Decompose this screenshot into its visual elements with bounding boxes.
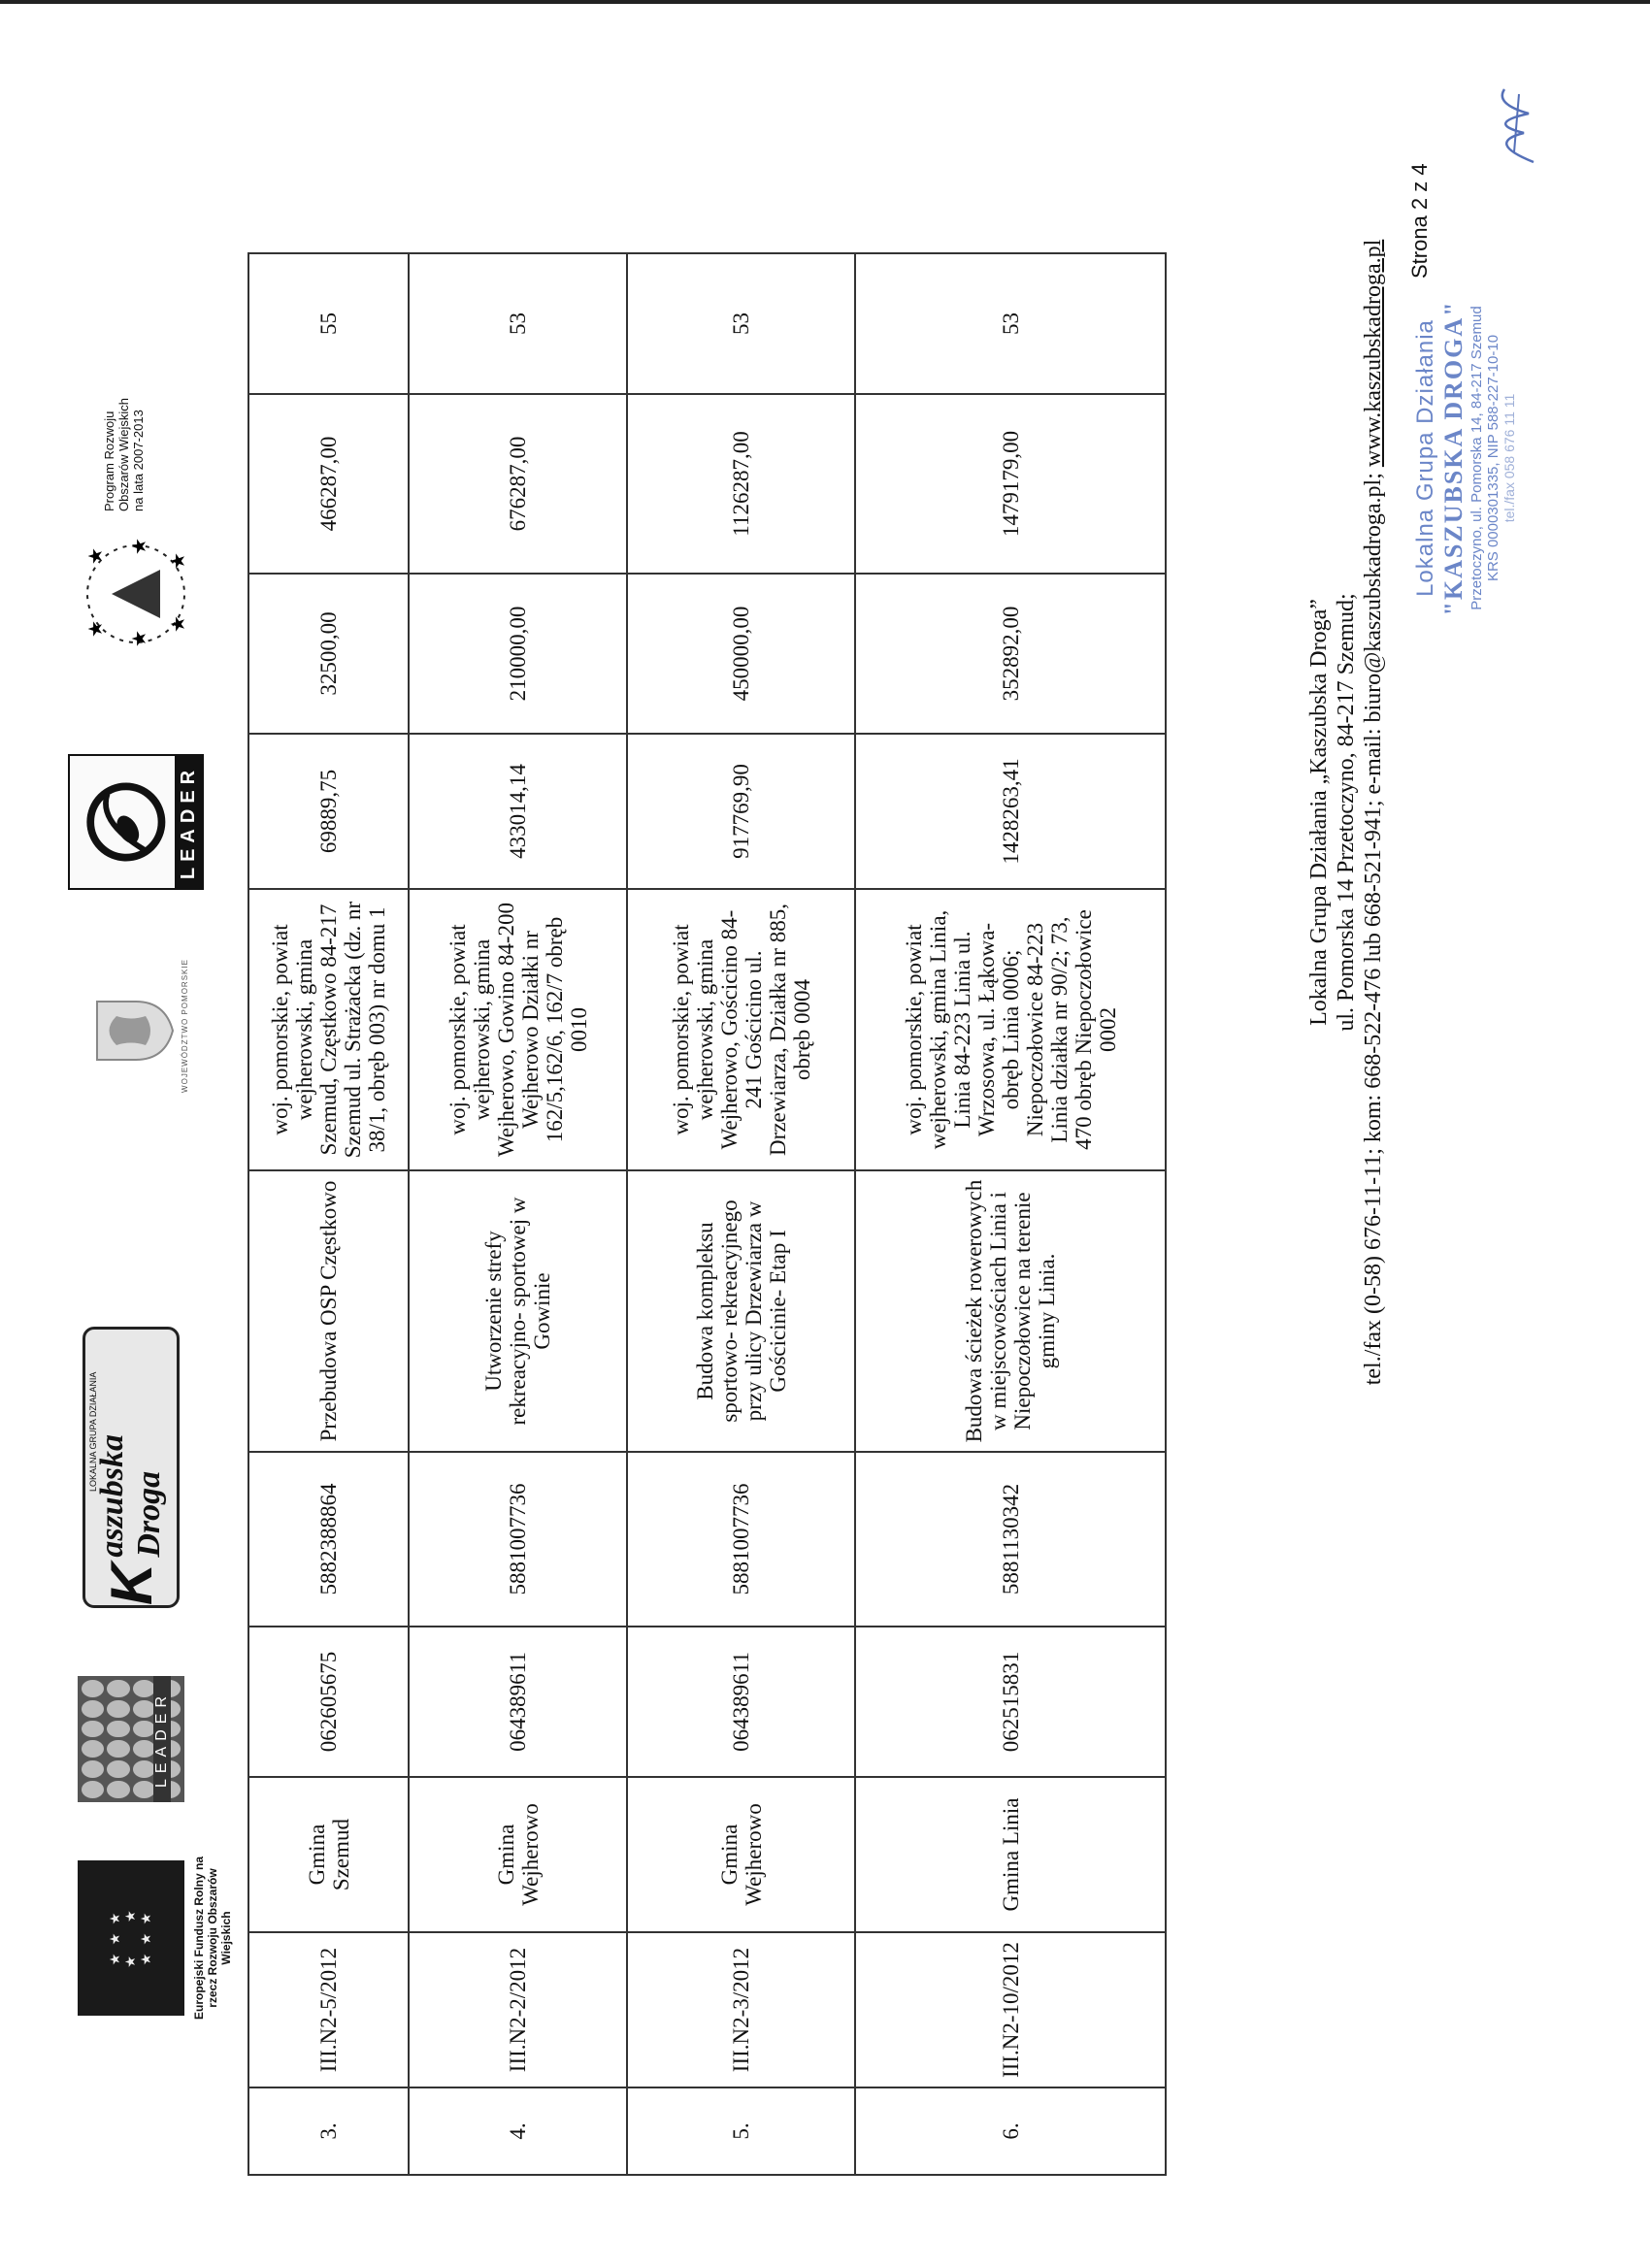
prow-caption: Program Rozwoju Obszarów Wiejskich na lata 2007-2013 <box>102 397 146 511</box>
kd-logo-small-text: LOKALNA GRUPA DZIAŁANIA <box>88 1371 98 1492</box>
leader-logo <box>68 754 204 890</box>
leader-box-icon <box>68 754 204 890</box>
cell-tytul: Przebudowa OSP Częstkowo <box>248 1170 409 1452</box>
cell-lp: 4. <box>409 2087 627 2175</box>
cell-lp: 6. <box>855 2087 1166 2175</box>
footer-website-link[interactable]: www.kaszubskadroga.pl <box>1361 239 1386 468</box>
cell-nip: 5881007736 <box>409 1452 627 1627</box>
cell-gmina: Gmina Wejherowo <box>627 1777 855 1932</box>
cell-tytul: Budowa ścieżek rowerowych w miejscowościach Linia i Niepoczołowice na terenie gminy Linia. <box>855 1170 1166 1452</box>
cell-nr: III.N2-3/2012 <box>627 1932 855 2087</box>
cell-punkty: 55 <box>248 253 409 394</box>
cell-nip: 5882388864 <box>248 1452 409 1627</box>
svg-text:★: ★ <box>127 630 150 647</box>
svg-text:★: ★ <box>127 538 150 555</box>
cell-nip: 5881007736 <box>627 1452 855 1627</box>
table-row <box>248 253 409 2175</box>
cell-lp: 5. <box>627 2087 855 2175</box>
cell-kwota: 32500,00 <box>248 574 409 734</box>
cell-nr: III.N2-2/2012 <box>409 1932 627 2087</box>
leader-grid-text: LEADER <box>153 1676 171 1802</box>
cell-regon: 062515831 <box>855 1627 1166 1777</box>
cell-adres: woj. pomorskie, powiat wejherowski, gmina Wejherowo, Gościcino 84-241 Gościcino ul. Drzewiarza, Działka nr 885, obręb 0004 <box>627 889 855 1170</box>
cell-koszt: 433014,14 <box>409 734 627 889</box>
leaf-icon <box>70 756 175 888</box>
cell-gmina: Gmina Linia <box>855 1777 1166 1932</box>
kaszubska-droga-logo <box>82 1327 180 1608</box>
eu-caption: Europejski Fundusz Rolny na rzecz Rozwoju Obszarów Wiejskich <box>192 1856 233 2021</box>
cell-tytul: Utworzenie strefy rekreacyjno- sportowej w Gowinie <box>409 1170 627 1452</box>
signature-icon <box>1475 84 1553 172</box>
projects-table <box>248 252 1167 2176</box>
cell-regon: 064389611 <box>409 1627 627 1777</box>
table-row <box>855 253 1166 2175</box>
leader-grid-logo <box>78 1676 184 1802</box>
stamp-line-3: Przetoczyno, ul. Pomorska 14, 84-217 Szemud <box>1468 306 1485 610</box>
cell-nip: 5881130342 <box>855 1452 1166 1627</box>
stamp-line-2: "KASZUBSKA DROGA" <box>1439 300 1468 616</box>
cell-gmina: Gmina Wejherowo <box>409 1777 627 1932</box>
prow-logo <box>73 397 204 667</box>
organization-stamp <box>1412 240 1517 676</box>
cell-tytul: Budowa kompleksu sportowo- rekreacyjnego przy ulicy Drzewiarza w Gościcinie- Etap I <box>627 1170 855 1452</box>
cell-kwota: 352892,00 <box>855 574 1166 734</box>
footer-address: ul. Pomorska 14 Przetoczyno, 84-217 Szemud; <box>1334 593 1359 1032</box>
cell-limit: 676287,00 <box>409 394 627 574</box>
cell-punkty: 53 <box>627 253 855 394</box>
cell-adres: woj. pomorskie, powiat wejherowski, gmina Linia, Linia 84-223 Linia ul. Wrzosowa, ul. Łąkowa- obręb Linia 0006; Niepoczołowice 84-223 Linia działka nr 90/2; 73, 470 obręb Niepoczołowice 0002 <box>855 889 1166 1170</box>
stamp-line-4: KRS 0000301335, NIP 588-227-10-10 <box>1485 334 1502 582</box>
cell-kwota: 210000,00 <box>409 574 627 734</box>
griffin-crest-icon <box>87 987 175 1074</box>
cell-nr: III.N2-5/2012 <box>248 1932 409 2087</box>
leader-box-text: LEADER <box>175 756 202 888</box>
svg-text:★: ★ <box>166 552 189 570</box>
page-number: Strona 2 z 4 <box>1407 163 1432 279</box>
cell-limit: 1126287,00 <box>627 394 855 574</box>
svg-text:★: ★ <box>83 620 107 638</box>
stamp-line-1: Lokalna Grupa Działania <box>1412 319 1438 597</box>
cell-regon: 064389611 <box>627 1627 855 1777</box>
cell-koszt: 69889,75 <box>248 734 409 889</box>
footer-phone-email: tel./fax (0-58) 676-11-11; kom: 668-522-476 lub 668-521-941; e-mail: biuro@kaszubskadroga.pl; <box>1361 467 1386 1386</box>
cell-punkty: 53 <box>409 253 627 394</box>
cell-adres: woj. pomorskie, powiat wejherowski, gmina Wejherowo, Gowino 84-200 Wejherowo Działki nr 162/5,162/6, 162/7 obręb 0010 <box>409 889 627 1170</box>
cell-punkty: 53 <box>855 253 1166 394</box>
prow-stars-icon <box>73 521 199 667</box>
stamp-line-5: tel./fax 058 676 11 11 <box>1502 393 1517 523</box>
cell-regon: 062605675 <box>248 1627 409 1777</box>
cell-koszt: 917769,90 <box>627 734 855 889</box>
eu-flag-icon: ★ ★ ★ ★ ★ ★ ★ ★ <box>78 1860 184 2016</box>
cell-kwota: 450000,00 <box>627 574 855 734</box>
cell-limit: 466287,00 <box>248 394 409 574</box>
table-row <box>409 253 627 2175</box>
cell-adres: woj. pomorskie, powiat wejherowski, gmina Szemud, Częstkowo 84-217 Szemud ul. Strażacka (dz. nr 38/1, obręb 003) nr domu 1 <box>248 889 409 1170</box>
footer-org-name: Lokalna Grupa Działania „Kaszubska Droga” <box>1306 599 1332 1026</box>
pomorskie-logo <box>87 959 189 1093</box>
footer-contact <box>1305 133 1387 1492</box>
table-row <box>627 253 855 2175</box>
footer-contact-line <box>1360 133 1387 1492</box>
kaszubska-droga-logo-icon: K aszubska Droga <box>82 1327 180 1608</box>
svg-text:★: ★ <box>83 547 107 565</box>
pomorskie-caption: WOJEWÓDZTWO POMORSKIE <box>181 959 189 1093</box>
logo-bar <box>68 55 243 2045</box>
cell-limit: 1479179,00 <box>855 394 1166 574</box>
cell-nr: III.N2-10/2012 <box>855 1932 1166 2087</box>
cell-lp: 3. <box>248 2087 409 2175</box>
svg-text:★: ★ <box>166 615 189 633</box>
cell-koszt: 1428263,41 <box>855 734 1166 889</box>
cell-gmina: Gmina Szemud <box>248 1777 409 1932</box>
